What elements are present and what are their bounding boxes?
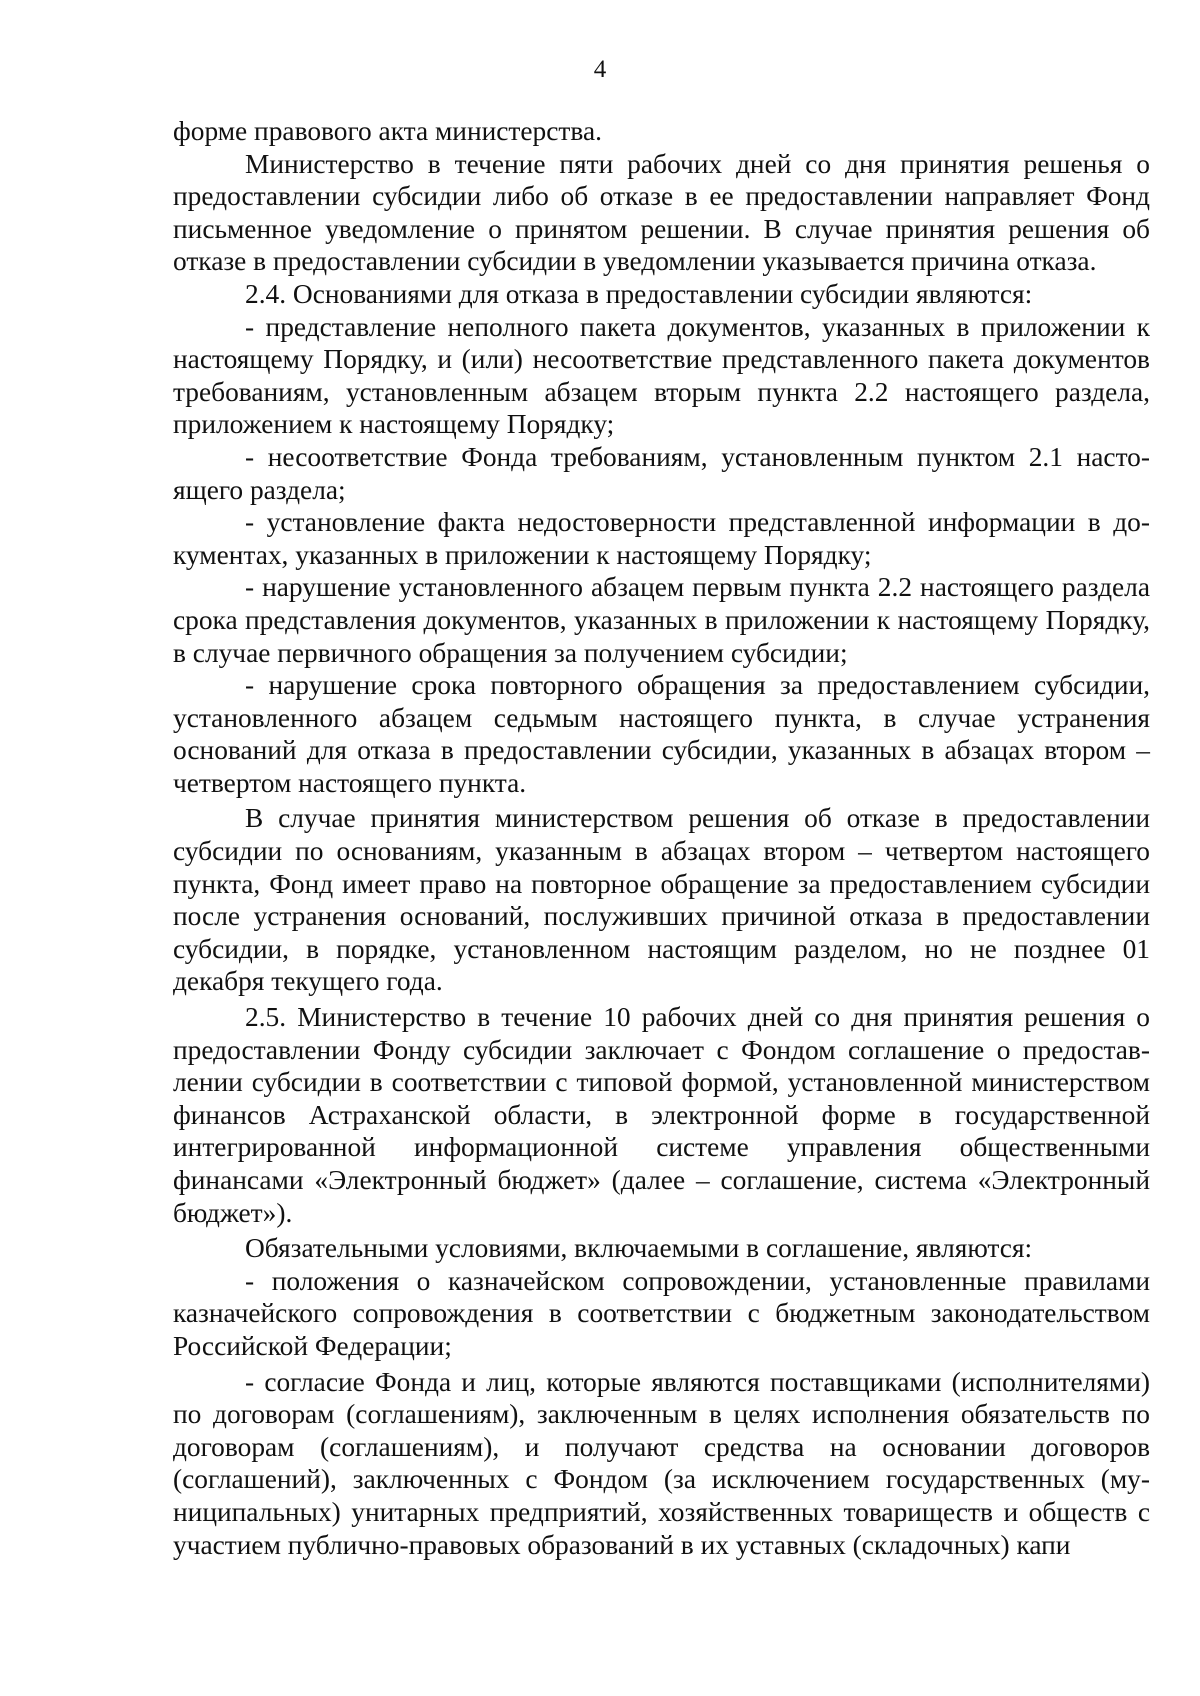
- page-number: 4: [593, 56, 607, 83]
- list-item-fund-consent: - согласие Фонда и лиц, которые являются поставщиками (исполнителями) по договорам (соглашениям), заключенным в целях исполнения обязательств по договорам (соглашениям), и получают средства на основании договоров (соглашений), заключенных с Фондом (за исключением государственных (муниципальных) унитарных предприятий, хозяйственных товариществ и обществ с участием публично-правовых образований в их уставных (складочных) капи: [173, 1366, 1150, 1560]
- list-item-treasury-support: - положения о казначейском сопровождении, установленные правилами казначейского сопровождения в соответствии с бюджетным законодательством Российской Федерации;: [173, 1265, 1150, 1361]
- paragraph-mandatory-conditions: Обязательными условиями, включаемыми в соглашение, являются:: [245, 1233, 1033, 1264]
- document-body: [173, 115, 1150, 1561]
- paragraph-section-2-4: 2.4. Основаниями для отказа в предоставлении субсидии являются:: [245, 278, 1033, 309]
- paragraph-continuation: форме правового акта министерства.: [173, 116, 602, 146]
- paragraph-notification: Министерство в течение пяти рабочих дней со дня принятия решенья о предоставлении субсидии либо об отказе в ее предоставлении направляет Фонд письменное уведомление о принятом решении. В случае принятия решения об отказе в предоставлении субсидии в уведомлении указывается причина отказа.: [173, 148, 1150, 277]
- list-item-deadline-violation: - нарушение установленного абзацем первым пункта 2.2 настоящего раздела срока представления документов, указанных в приложении к настоящему Порядку, в случае первичного обращения за получением субсидии;: [173, 572, 1150, 668]
- list-item-incomplete-package: - представление неполного пакета документов, указанных в приложении к настоящему Порядку, и (или) несоответствие представленного пакета документов требованиям, установленным абзацем вторым пункта 2.2 настоящего раздела, приложением к настоящему Порядку;: [173, 311, 1150, 440]
- list-item-fund-noncompliance: - несоответствие Фонда требованиям, установленным пунктом 2.1 настоящего раздела;: [173, 441, 1150, 505]
- paragraph-section-2-5: 2.5. Министерство в течение 10 рабочих дней со дня принятия решения о предоставлении Фонду субсидии заключает с Фондом соглашение о предоставлении субсидии в соответствии с типовой формой, установленной министерством финансов Астраханской области, в электронной форме в государственной интегрированной информационной системе управления общественными финансами «Электронный бюджет» (далее – соглашение, система «Электронный бюджет»).: [173, 1002, 1150, 1228]
- paragraph-repeat-application: В случае принятия министерством решения об отказе в предоставлении субсидии по основаниям, указанным в абзацах втором – четвертом настоящего пункта, Фонд имеет право на повторное обращение за предоставлением субсидии после устранения оснований, послуживших причиной отказа в предоставлении субсидии, в порядке, установленном настоящим разделом, но не позднее 01 декабря текущего года.: [173, 803, 1150, 997]
- list-item-false-information: - установление факта недостоверности представленной информации в документах, указанных в приложении к настоящему Порядку;: [173, 507, 1150, 570]
- list-item-repeat-deadline-violation: - нарушение срока повторного обращения за предоставлением субсидии, установленного абзацем седьмым настоящего пункта, в случае устранения оснований для отказа в предоставлении субсидии, указанных в абзацах втором – четвертом настоящего пункта.: [173, 670, 1150, 798]
